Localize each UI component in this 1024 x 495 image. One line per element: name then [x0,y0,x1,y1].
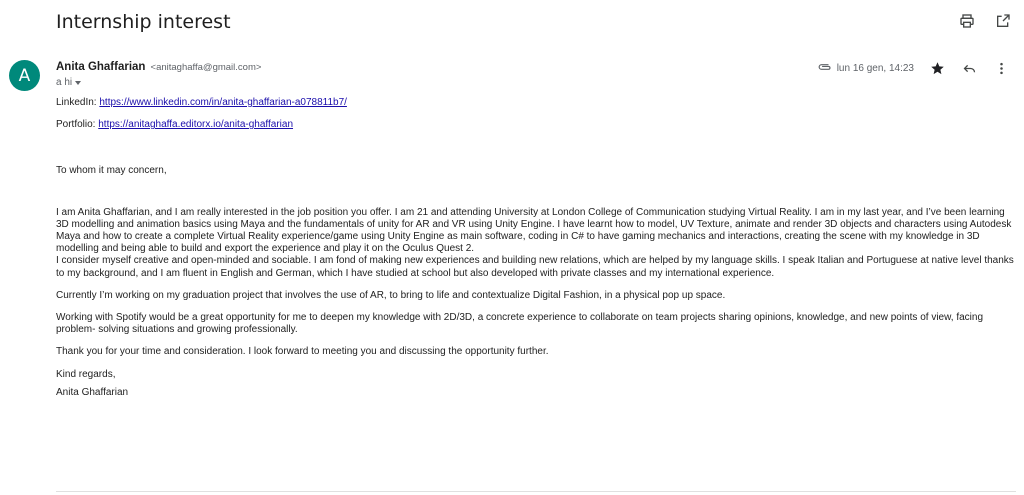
recipient-text: a hi [56,77,73,88]
greeting: To whom it may concern, [56,165,167,177]
paragraph-spotify: Working with Spotify would be a great opportunity for me to deepen my knowledge with 2D/3D, a concrete experience to collaborate on team projects sharing opinions, knowledge, and new points of view, facing problem- solving situations and growing professionally. [56,312,984,336]
email-subject: Internship interest [56,11,231,33]
star-icon[interactable] [928,59,946,77]
caret-down-icon [75,81,81,85]
attachment-icon [818,62,832,75]
portfolio-label: Portfolio: [56,119,99,131]
signature: Anita Ghaffarian [56,386,129,398]
sender-info [56,61,261,73]
closing: Kind regards, [56,368,116,380]
linkedin-label: LinkedIn: [56,97,100,108]
date-text: lun 16 gen, 14:23 [836,62,914,74]
email-body [56,97,1018,399]
portfolio-line [56,119,1018,131]
linkedin-link[interactable]: https://www.linkedin.com/in/anita-ghaffarian-a078811b7/ [99,97,347,108]
divider [56,491,1016,492]
message-date [818,62,914,75]
reply-icon[interactable] [960,59,978,77]
message-actions [818,59,1010,77]
paragraph-skills: I consider myself creative and open-minded and sociable. I am fond of making new experiences and building new relations, which are helped by my language skills. I speak Italian and Portuguese at native level thanks to my background, and I am fluent in English and German, which I have studied at school but also developed with private classes and my international experience. [56,255,1014,279]
open-in-new-window-icon[interactable] [994,12,1012,30]
paragraph-project: Currently I’m working on my graduation project that involves the use of AR, to bring to life and contextualize Digital Fashion, in a physical pop up space. [56,289,726,301]
sender-email: <anitaghaffa@gmail.com> [150,62,262,73]
avatar[interactable]: A [9,60,40,91]
linkedin-line [56,97,1018,109]
printer-icon[interactable] [958,12,976,30]
more-vertical-icon[interactable] [992,59,1010,77]
paragraph-intro: I am Anita Ghaffarian, and I am really interested in the job position you offer. I am 21 and attending University at London College of Communication studying Virtual Reality. I am in my last year, and I’ve been learning 3D modelling and animation basics using Maya and the fundamentals of unity for AR and VR using Unity Engine. I have learnt how to model, UV Texture, animate and render 3D objects and characters using Autodesk Maya and how to create a complete Virtual Reality experience/game using Unity Engine as main software, coding in C# to have gaming mechanics and interactions, creating the scene with my knowledge in 3D modelling and being able to build and export the experience and play it on the Oculus Quest 2. [56,206,1012,255]
recipient-details-toggle[interactable] [56,77,81,88]
portfolio-link[interactable]: https://anitaghaffa.editorx.io/anita-ghaffarian [98,119,294,131]
sender-name[interactable]: Anita Ghaffarian [56,61,146,73]
top-actions [958,12,1012,30]
paragraph-thanks: Thank you for your time and consideration. I look forward to meeting you and discussing the opportunity further. [56,346,549,358]
